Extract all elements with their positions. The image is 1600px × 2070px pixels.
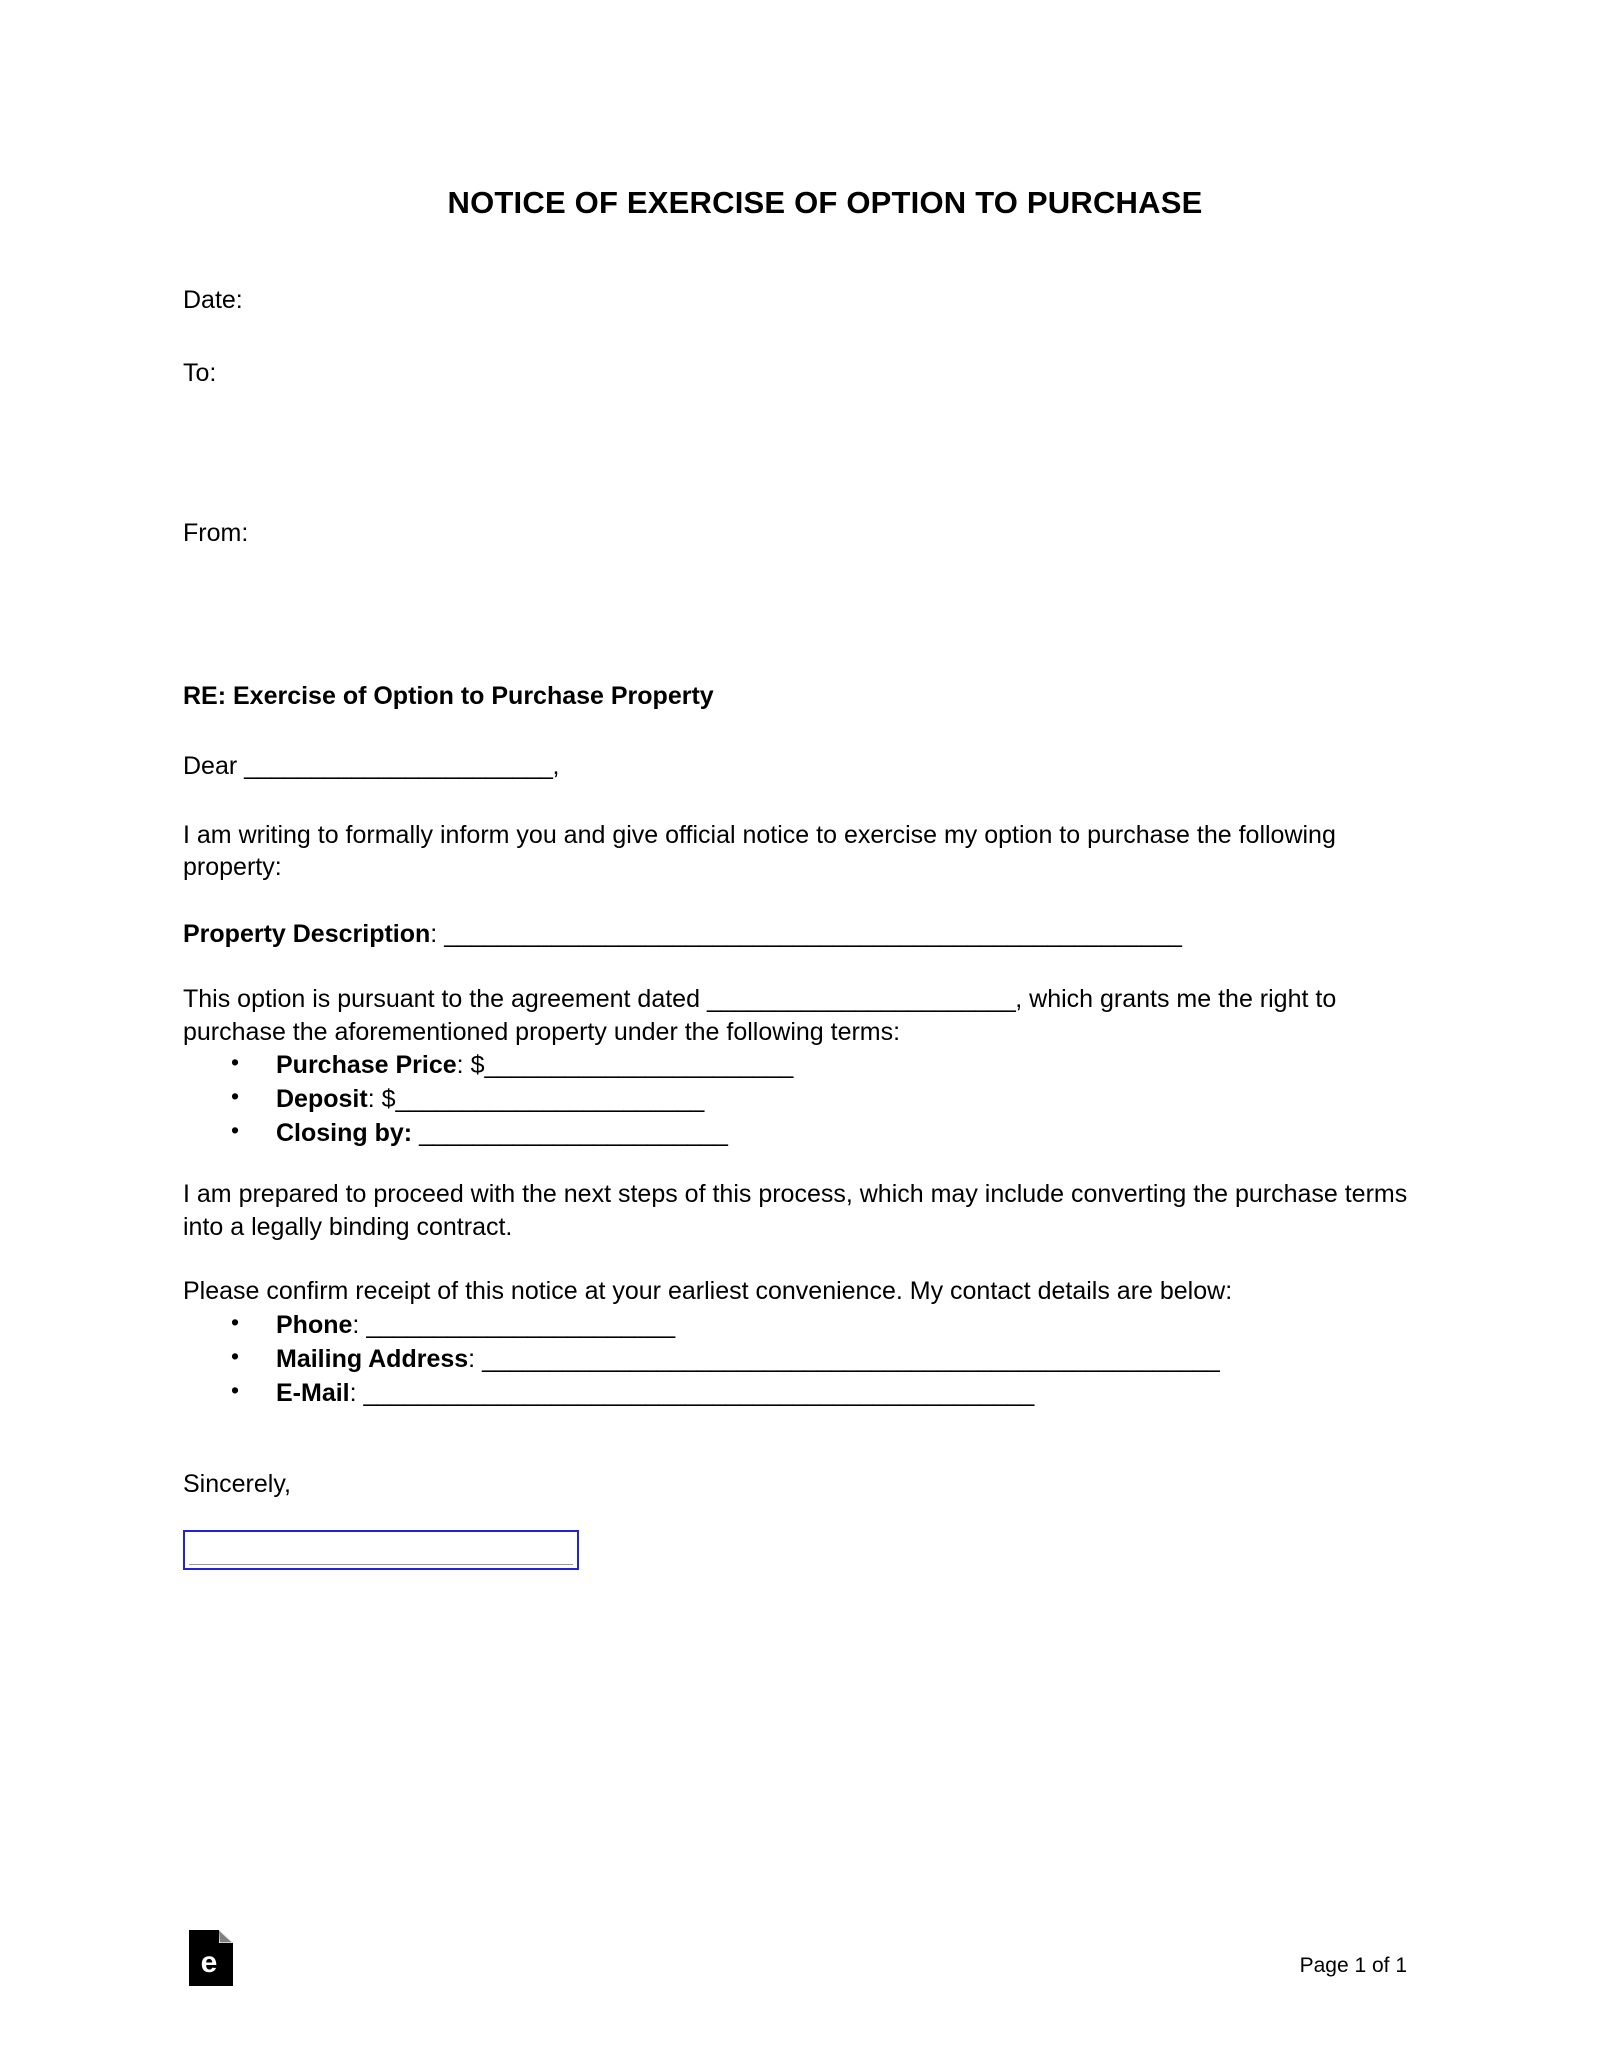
terms-list (183, 1048, 1415, 1150)
contact-blank[interactable]: _______________________________________________________ (482, 1344, 1220, 1373)
contact-blank[interactable]: _______________________ (366, 1310, 675, 1339)
salutation-blank[interactable]: _______________________ (244, 752, 553, 780)
from-label: From: (183, 519, 249, 547)
term-blank[interactable]: _______________________ (419, 1119, 728, 1147)
page-footer (183, 1930, 1417, 2020)
property-description-colon: : (430, 919, 445, 948)
term-colon: : (403, 1119, 420, 1147)
term-blank[interactable]: _______________________ (395, 1085, 704, 1113)
contact-label: Phone (276, 1310, 353, 1339)
list-item (183, 1082, 1415, 1116)
salutation-suffix: , (552, 752, 560, 780)
paragraph-agreement (183, 950, 1415, 1048)
contact-blank[interactable]: __________________________________________________ (363, 1378, 1034, 1407)
agreement-date-blank[interactable]: _______________________ (706, 985, 1016, 1013)
list-item (183, 1342, 1415, 1376)
term-label: Purchase Price (276, 1051, 457, 1079)
term-label: Closing by (276, 1119, 404, 1147)
contact-colon: : (468, 1344, 483, 1373)
document-body (183, 0, 1415, 1570)
page-title: NOTICE OF EXERCISE OF OPTION TO PURCHASE (447, 185, 1203, 220)
agreement-text-before: This option is pursuant to the agreement dated (183, 985, 707, 1013)
contact-label: E-Mail (276, 1378, 350, 1407)
property-description-line (183, 884, 1415, 951)
term-currency: $ (470, 1051, 485, 1079)
paragraph-intro: I am writing to formally inform you and give official notice to exercise my option to purchase the following property: (183, 820, 1336, 881)
contact-colon: : (349, 1378, 364, 1407)
page-number: Page 1 of 1 (1299, 1954, 1407, 1977)
contact-colon: : (352, 1310, 367, 1339)
term-currency: $ (381, 1085, 396, 1113)
list-item (183, 1048, 1415, 1082)
salutation-line (183, 712, 1415, 783)
agreement-text-after: , which grants me the right to purchase the aforementioned property under the following terms: (183, 985, 1337, 1046)
property-description-label: Property Description (183, 919, 431, 948)
svg-text:e: e (200, 1946, 218, 1979)
re-line: RE: Exercise of Option to Purchase Property (183, 682, 714, 710)
date-label: Date: (183, 286, 243, 314)
eforms-logo-icon (189, 1930, 233, 1986)
closing-line: Sincerely, (183, 1469, 291, 1498)
term-blank[interactable]: _______________________ (484, 1051, 793, 1079)
paragraph-next-steps: I am prepared to proceed with the next steps of this process, which may include converting the purchase terms into a legally binding contract. (183, 1180, 1408, 1241)
property-description-blank[interactable]: _______________________________________________________ (444, 919, 1182, 948)
term-label: Deposit (276, 1085, 368, 1113)
signature-input[interactable] (183, 1530, 579, 1570)
term-colon: : (456, 1051, 471, 1079)
paragraph-confirm: Please confirm receipt of this notice at your earliest convenience. My contact details are below: (183, 1277, 1233, 1305)
list-item (183, 1116, 1415, 1150)
term-colon: : (367, 1085, 382, 1113)
list-item (183, 1376, 1415, 1410)
salutation-prefix: Dear (183, 752, 245, 780)
contact-label: Mailing Address (276, 1344, 469, 1373)
list-item (183, 1308, 1415, 1342)
contact-list (183, 1308, 1415, 1410)
to-label: To: (183, 359, 217, 387)
